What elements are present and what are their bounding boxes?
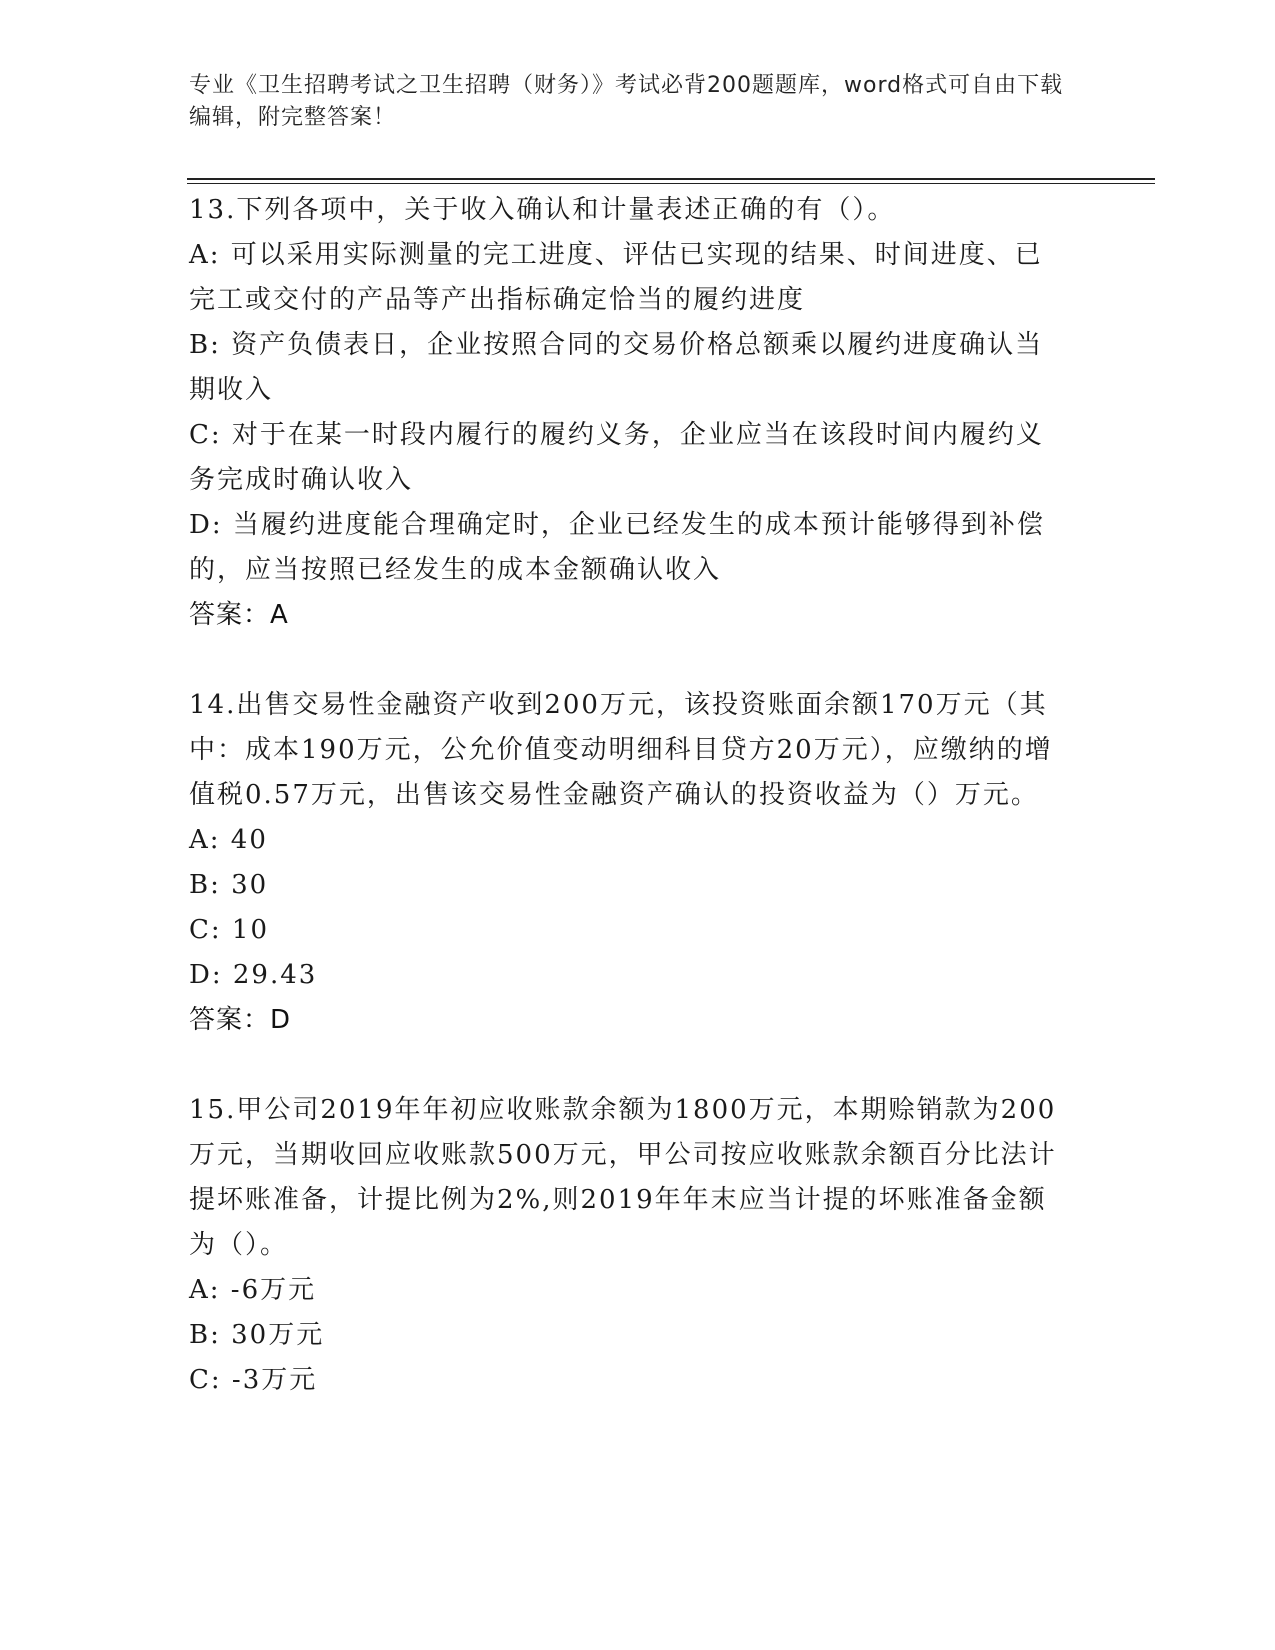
question-stem: 15.甲公司2019年年初应收账款余额为1800万元，本期赊销款为200万元，当期收回应收账款500万元，甲公司按应收账款余额百分比法计提坏账准备，计提比例为2%,则2019年年末应当计提的坏账准备金额为（）。: [189, 1095, 1057, 1260]
option-c: C: 10: [189, 915, 270, 945]
answer-label: 答案：A: [189, 600, 289, 630]
option-c: C: -3万元: [189, 1365, 318, 1395]
question-stem: 13.下列各项中，关于收入确认和计量表述正确的有（）。: [189, 195, 896, 225]
option-b: B: 资产负债表日，企业按照合同的交易价格总额乘以履约进度确认当期收入: [189, 330, 1044, 405]
question-list: [189, 188, 1069, 1403]
header-divider-thick: [187, 178, 1155, 180]
header-divider-thin: [187, 183, 1155, 184]
question-13: [189, 188, 1069, 638]
option-a: A: 可以采用实际测量的完工进度、评估已实现的结果、时间进度、已完工或交付的产品等产出指标确定恰当的履约进度: [189, 240, 1043, 315]
document-header: 专业《卫生招聘考试之卫生招聘（财务）》考试必背200题题库，word格式可自由下载编辑，附完整答案！: [189, 73, 1064, 130]
option-a: A: -6万元: [189, 1275, 317, 1305]
option-c: C: 对于在某一时段内履行的履约义务，企业应当在该段时间内履约义务完成时确认收入: [189, 420, 1044, 495]
question-stem: 14.出售交易性金融资产收到200万元，该投资账面余额170万元（其中：成本190万元，公允价值变动明细科目贷方20万元），应缴纳的增值税0.57万元，出售该交易性金融资产确认的投资收益为（）万元。: [189, 690, 1053, 810]
answer-label: 答案：D: [189, 1005, 292, 1035]
option-d: D: 当履约进度能合理确定时，企业已经发生的成本预计能够得到补偿的，应当按照已经发生的成本金额确认收入: [189, 510, 1045, 585]
question-14: [189, 683, 1069, 1043]
option-b: B: 30万元: [189, 1320, 325, 1350]
option-b: B: 30: [189, 870, 269, 900]
option-a: A: 40: [189, 825, 268, 855]
option-d: D: 29.43: [189, 960, 318, 990]
question-15: [189, 1088, 1069, 1403]
